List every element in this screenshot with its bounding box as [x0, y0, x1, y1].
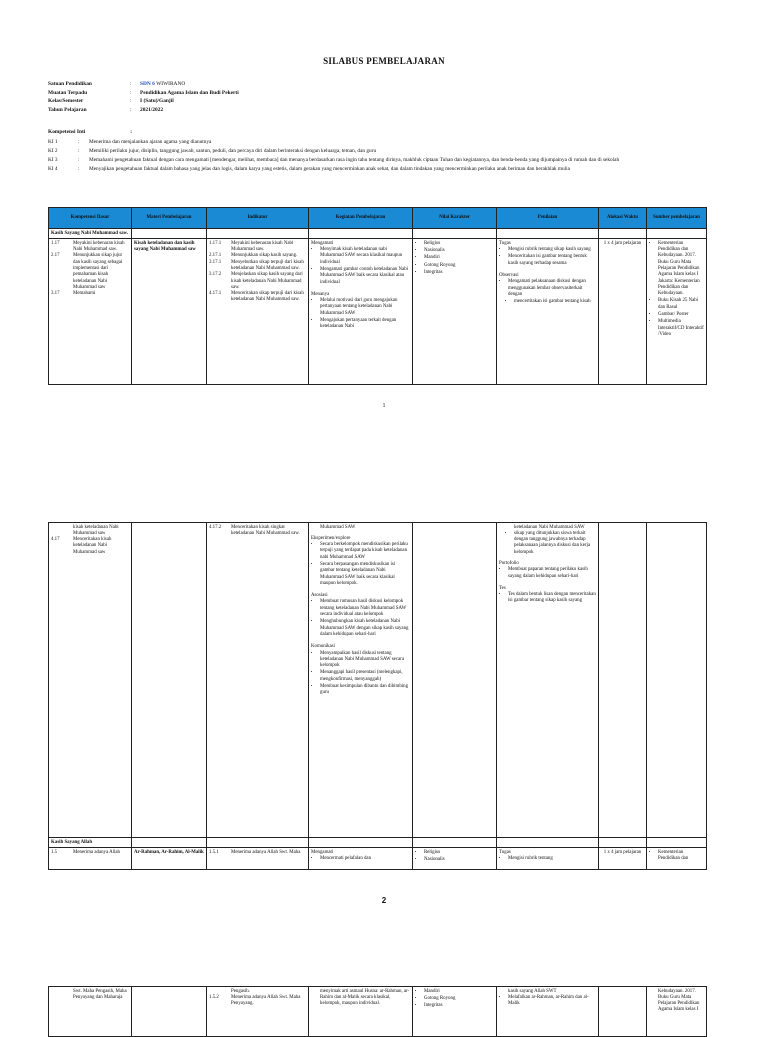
- section-title: Kasih Sayang Allah: [49, 838, 132, 848]
- sumber-cell: • Kementerian Pendidikan dan Kebudayaan. 2017. Buku Guru Mata Pelajaran Pendidikan Agama Islam kelas I Jakarta: Kementerian Pendidikan dan Kebudayaan. • Buku Kisah 25 Nabi dan Rasul • Gambar/ Poster • Multimedia Interaktif/CD Interaktif /Video: [647, 239, 707, 385]
- page-number: 2: [381, 896, 387, 905]
- meta-value: Pendidikan Agama Islam dan Budi Pekerti: [140, 89, 239, 96]
- header-materi: Materi Pembelajaran: [132, 208, 207, 229]
- table-row: [49, 848, 707, 870]
- ki-row: KI 1 : Menerima dan menjalankan ajaran agama yang dianutnya: [48, 139, 212, 145]
- header-alokasi: Alokasi Waktu: [599, 208, 647, 229]
- indikator-cell: 1.5.1 Menerima adanya Allah Swt. Maha: [207, 848, 309, 870]
- section-row: [49, 838, 707, 848]
- header-nilai: Nilai Karakter: [413, 208, 497, 229]
- meta-key: Muatan Terpadu: [48, 89, 88, 96]
- header-kegiatan: Kegiatan Pembelajaran: [309, 208, 413, 229]
- indikator-cell: 1.17.1 Meyakini kebenaran kisah Nabi Muhammad saw. 2.17.1 Menunjukkan sikap kasih sayang. 3.17.1 Menyebutkan sikap terpuji dari kisah keteladanan Nabi Muhammad saw. 3.17.2 Menjelaskan sikap kasih sayang dari kisah keteladanan Nabi Muhammad saw. 4.17.1 Menceritakan sikap terpuji dari kisah keteladanan Nabi Muhammad saw.: [207, 239, 309, 385]
- meta-row: Muatan Terpadu : Pendidikan Agama Islam dan Budi Pekerti: [48, 89, 239, 96]
- page-3: [0, 978, 768, 1024]
- document-title: SILABUS PEMBELAJARAN: [323, 56, 445, 66]
- meta-row: Satuan Pendidikan : SDN 6 WIWIRANO: [48, 81, 186, 87]
- header-sumber: Sumber pembelajaran: [647, 208, 707, 229]
- meta-key: Tahun Pelajaran: [48, 106, 87, 113]
- alokasi-cell: 1 x 4 jam pelajaran: [599, 239, 647, 385]
- page-number: 1: [382, 403, 386, 409]
- school-name: WIWIRANO: [156, 81, 186, 87]
- identity-block: [48, 80, 239, 114]
- section-row: [49, 229, 707, 239]
- nilai-cell: • Religius • Nasionalis • Mandiri • Gotong Royong • Integritas: [413, 239, 497, 385]
- materi-cell: [132, 987, 207, 1037]
- sumber-cell: • Kementerian Pendidikan dan: [647, 848, 707, 870]
- nilai-cell: [413, 523, 497, 838]
- kd-cell: kisah keteladanan Nabi Muhammad saw 4.17 Menceritakan kisah keteladanan Nabi Muhammad saw: [49, 523, 132, 838]
- meta-key: Kelas/Semester: [48, 98, 84, 105]
- syllabus-table: [48, 207, 707, 385]
- penilaian-cell: kasih sayang Allah SWT • Melafalkan ar-Rahman, ar-Rahim dan al-Malik: [497, 987, 599, 1037]
- kd-cell: 1.17 Meyakini kebenaran kisah Nabi Muhammad saw. 2.17 Menunjukkan sikap jujur dan kasih sayang sebagai implementasi dari pemahaman kisah keteladanan Nabi Muhammad saw 3.17 Memahami: [49, 239, 132, 385]
- penilaian-cell: Tugas • Mengisi rubrik tentang sikap kasih sayang • Menceritakan isi gambar tentang bentuk kasih sayang terhadap sesama Observasi • Mengamati pelaksanaan diskusi dengan menggunakan lembar observasiterkait dengan • mencertitakan isi gambar tentang kisah: [497, 239, 599, 385]
- meta-value: 2021/2022: [140, 106, 164, 113]
- kegiatan-cell: Mengamati • Menyimak kisah keteladanan nabi Muhammad SAW secara klasikal maupun individual • Mengamati gambar contoh keteladanan Nabi Muhammad SAW baik secara klasikal atau individual Menanya • Melalui motivasi dari guru mengajukan pertanyaan tentang keteladanan Nabi Muhammad SAW • Mengajukan pertanyaan terkait dengan keteladanan Nabi: [309, 239, 413, 385]
- penilaian-cell: Tugas • Mengisi rubrik tentang: [497, 848, 599, 870]
- ki-list: [48, 139, 708, 175]
- materi-cell: Kisah keteladanan dan kasih sayang Nabi Muhammad saw: [132, 239, 207, 385]
- alokasi-cell: [599, 987, 647, 1037]
- meta-row: Tahun Pelajaran : 2021/2022: [48, 106, 164, 113]
- table-row: [49, 523, 707, 838]
- materi-cell: Ar-Rahman, Ar-Rahim, Al-Malik: [132, 848, 207, 870]
- alokasi-cell: [599, 523, 647, 838]
- kegiatan-cell: Mengamati • Mencermati pelafalan dan: [309, 848, 413, 870]
- materi-cell: [132, 523, 207, 838]
- ki-row: KI 4 : Menyajikan pengetahuan faktual dalam bahasa yang jelas dan logis, dalam karya yang estetis, dalam gerakan yang mencerminkan anak sehat, dan dalam tindakan yang mencerminkan perilaku anak beriman dan berakhlak mulia: [48, 166, 570, 173]
- kd-cell: Swt. Maha Pengasih, Maha Penyayang dan Maharaja: [49, 987, 132, 1037]
- page-1: [0, 0, 768, 430]
- sumber-cell: [647, 523, 707, 838]
- ki-row: KI 3 : Memahami pengetahuan faktual dengan cara mengamati [mendengar, melihat, membaca] dan menanya berdasarkan rasa ingin tahu tentang dirinya, makhluk ciptaan Tuhan dan kegiatannya, dan benda-benda yang dijumpainya di rumah dan di sekolah: [48, 157, 620, 164]
- table-header-row: [49, 208, 707, 229]
- header-kd: Kompetensi Dasar: [49, 208, 132, 229]
- meta-row: Kelas/Semester : I (Satu)/Ganjil: [48, 98, 174, 105]
- kd-cell: 1.5 Menerima adanya Allah: [49, 848, 132, 870]
- school-code: SDN 6: [140, 81, 155, 87]
- syllabus-table-continued: [48, 986, 707, 1037]
- header-penilaian: Penilaian: [497, 208, 599, 229]
- header-indikator: Indikator: [207, 208, 309, 229]
- indikator-cell: 4.17.2 Menceritakan kisah singkat keteladanan Nabi Muhammad saw.: [207, 523, 309, 838]
- alokasi-cell: 1 x 4 jam pelajaran: [599, 848, 647, 870]
- penilaian-cell: keteladanan Nabi Muhammad SAW • sikap yang ditunjukkan siswa terkait dengan tanggung jawabnya terhadap pelaksanaan jalannya diskusi dan kerja kelompok Portofolio • Membuat paparan tentang perilaku kasih sayang dalam kehidupan sehari-hari Tes • Tes dalam bentuk lisan dengan menceritakan isi gambar tentang sikap kasih sayang: [497, 523, 599, 838]
- ki-row: KI 2 : Memiliki perilaku jujur, disiplin, tanggung jawab, santun, peduli, dan percaya diri dalam berinteraksi dengan keluarga, teman, dan guru: [48, 148, 377, 155]
- table-row: [49, 987, 707, 1037]
- syllabus-table-continued: [48, 522, 707, 870]
- nilai-cell: • Religius • Nasionalis: [413, 848, 497, 870]
- page-2: [0, 516, 768, 916]
- meta-value: I (Satu)/Ganjil: [140, 98, 174, 105]
- indikator-cell: Pengasih. 1.5.2 Menerima adanya Allah Swt. Maha Penyayang.: [207, 987, 309, 1037]
- kegiatan-cell: Muhammad SAW Eksperimen/explore • Secara berkelompok mendiskusikan perilaku terpuji yang terdapat pada kisah keteladanan nabi Muhammad SAW • Secara berpasangan mendiskusikan isi gambar tentang keteladanan Nabi Muhammad SAW baik secara klasikal maupun kelompok. Asosiasi • Membuat rumusan hasil diskusi kelompok tentang keteladanan Nabi Muhammad SAW secara individual atau kelompok • Menghubungkan kisah keteladanan Nabi Muhammad SAW dengan sikap kasih sayang dalam kehidupan sehari-hari Komunikasi • Menyampaikan hasil diskusi tentang keteladanan Nabi Muhammad SAW secara kelompok • Menanggapi hasil presentasi (melengkapi, mengkonfirmasi, menyanggah) • Membuat kesimpulan dibantu dan dibimbing guru: [309, 523, 413, 838]
- nilai-cell: • Mandiri • Gotong Royong • Integritas: [413, 987, 497, 1037]
- table-row: [49, 239, 707, 385]
- meta-key: Satuan Pendidikan: [48, 81, 92, 87]
- ki-heading: Kompetensi Inti :: [48, 129, 133, 135]
- sumber-cell: Kebudayaan. 2017. Buku Guru Mata Pelajaran Pendidikan Agama Islam kelas I: [647, 987, 707, 1037]
- section-title: Kasih Sayang Nabi Muhammad saw.: [49, 229, 132, 239]
- kegiatan-cell: menyimak arti asmaul Husna: ar-Rahman, ar-Rahim dan al-Malik secara klasikal, kelompok, maupun individual.: [309, 987, 413, 1037]
